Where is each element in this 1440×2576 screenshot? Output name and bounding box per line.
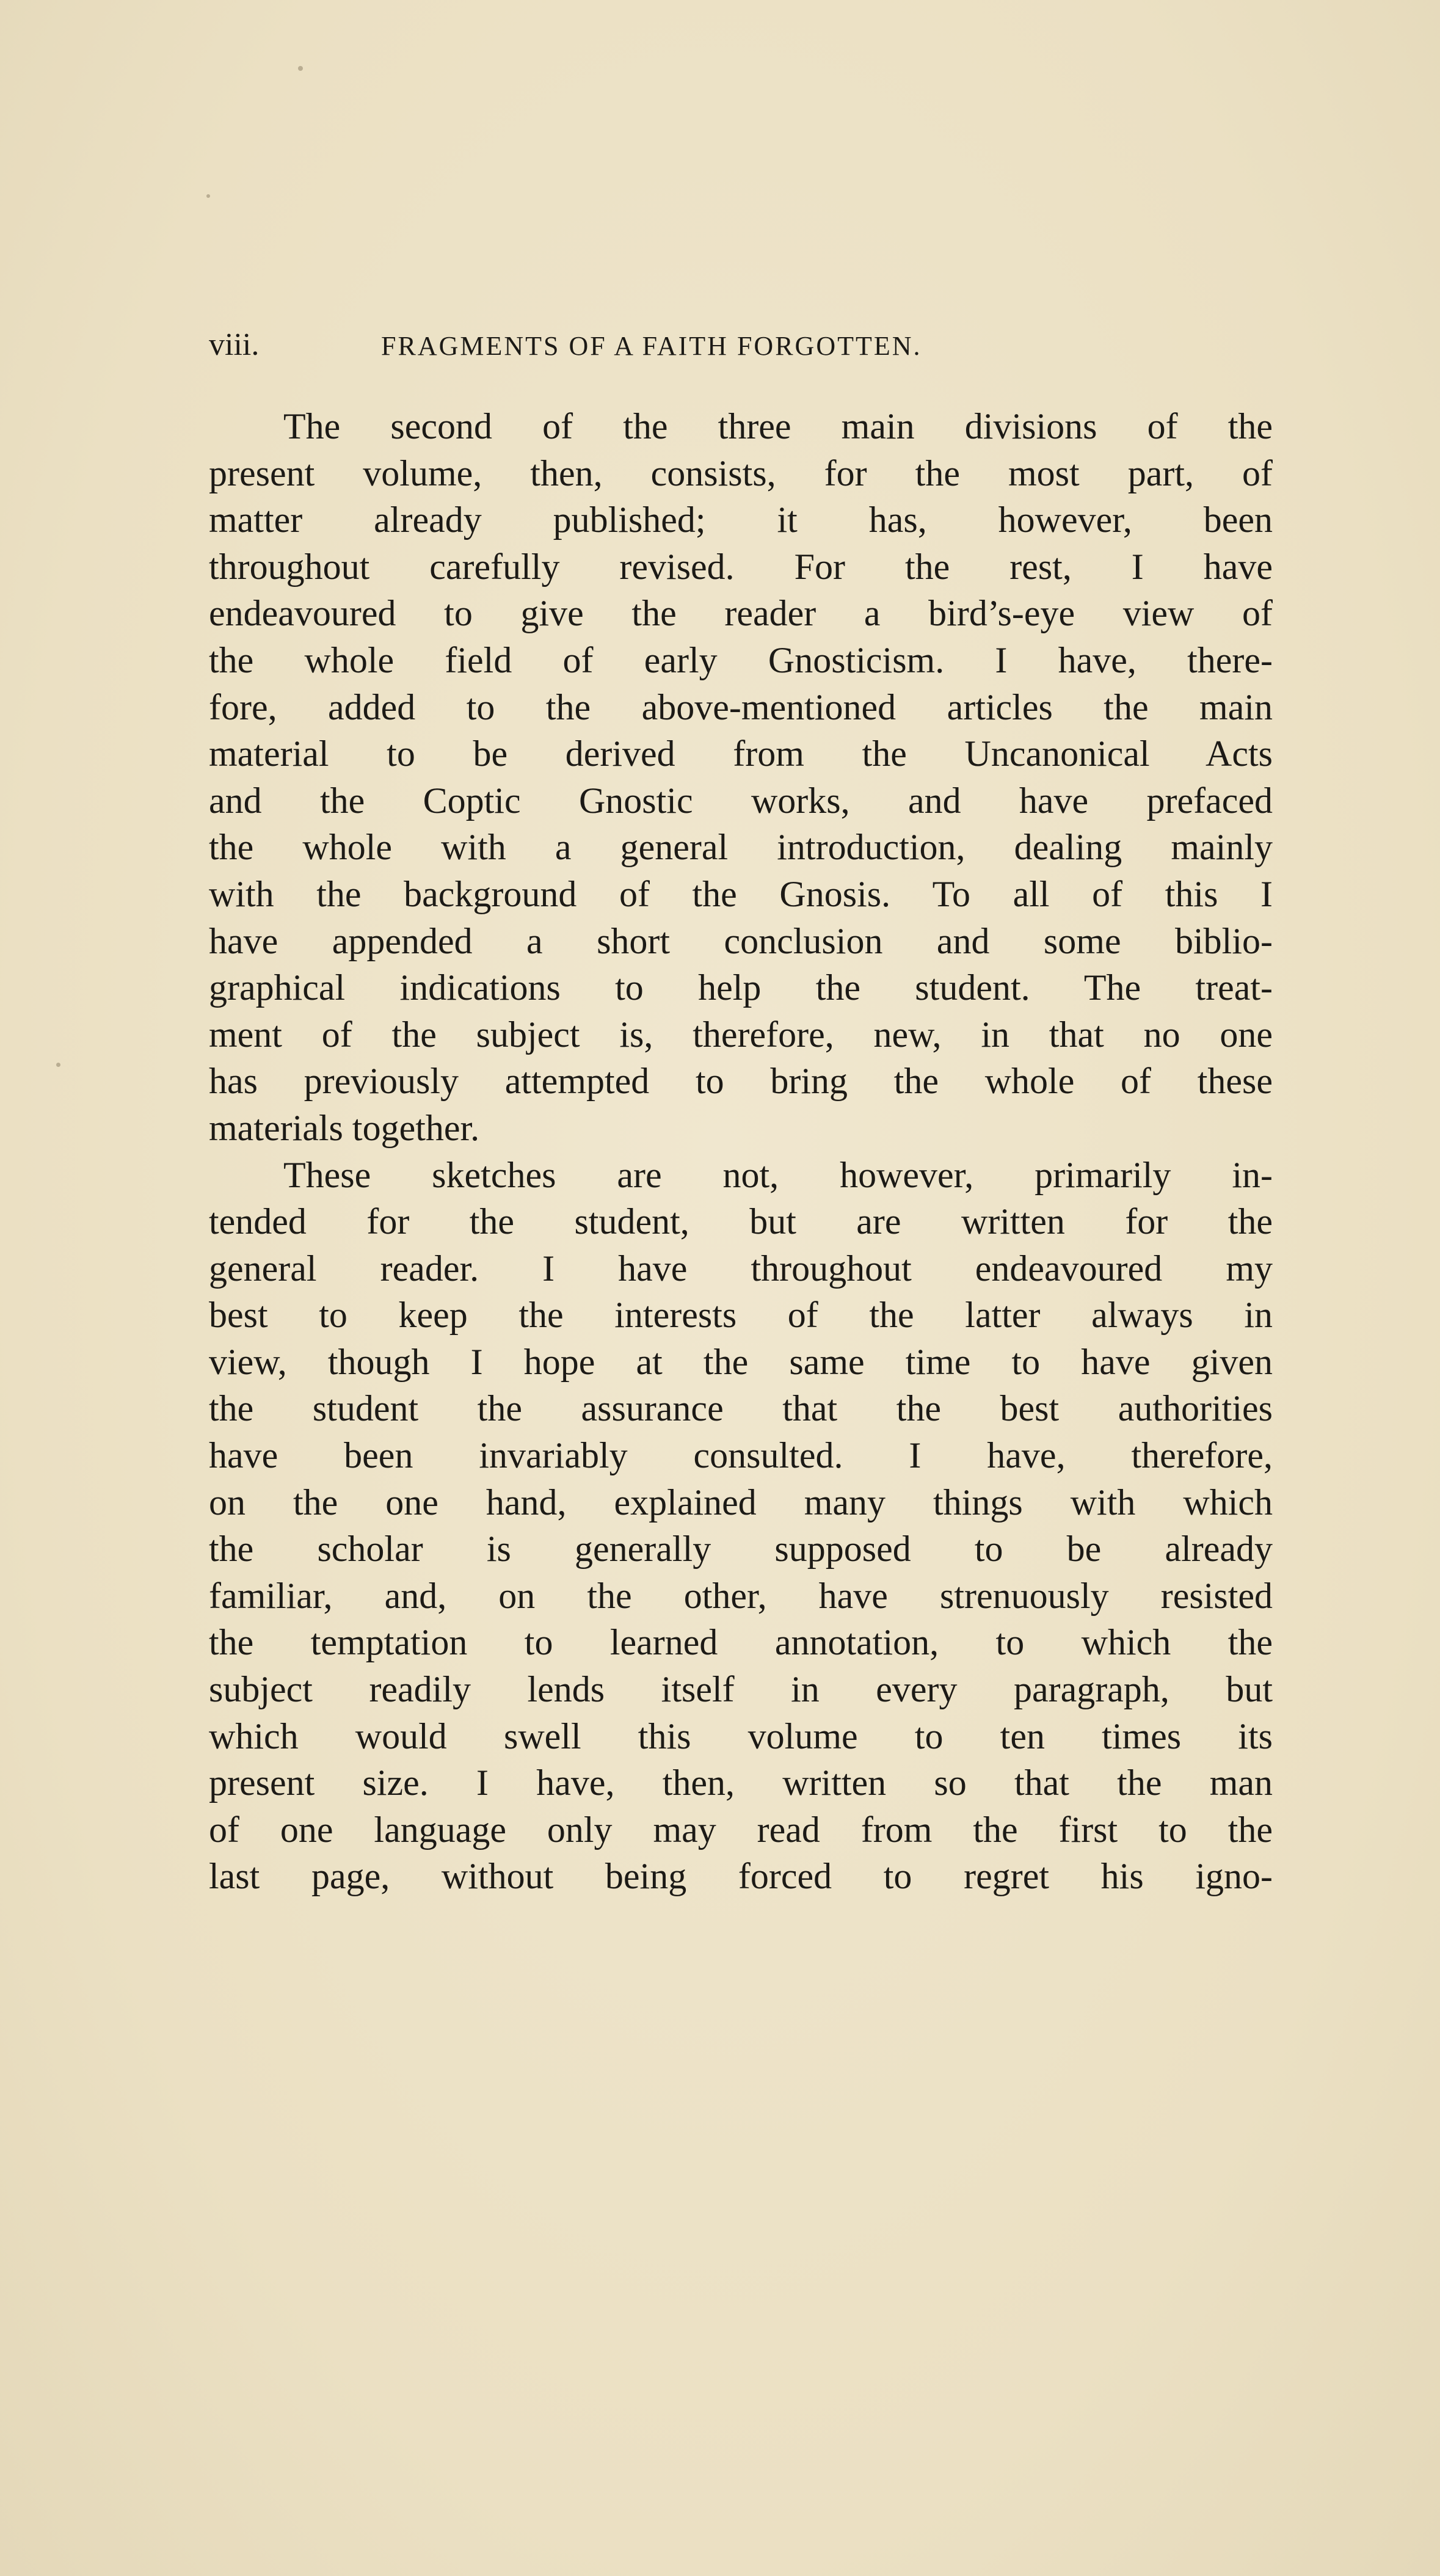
text-line: matter already published; it has, however, been: [209, 500, 1273, 540]
text-line: last page, without being forced to regret his igno-: [209, 1856, 1273, 1897]
text-line: on the one hand, explained many things with which: [209, 1482, 1273, 1523]
text-line: with the background of the Gnosis. To all of this I: [209, 873, 1273, 914]
text-line: subject readily lends itself in every paragraph, but: [209, 1669, 1273, 1710]
text-line: These sketches are not, however, primarily in-: [283, 1154, 1273, 1195]
running-title: FRAGMENTS OF A FAITH FORGOTTEN.: [381, 331, 922, 361]
text-line: throughout carefully revised. For the rest, I have: [209, 546, 1273, 587]
paper-speck: [298, 66, 303, 71]
text-line: has previously attempted to bring the whole of these: [209, 1061, 1273, 1102]
body-text: [209, 403, 1273, 1900]
text-line: view, though I hope at the same time to have given: [209, 1341, 1273, 1382]
text-line: have appended a short conclusion and some biblio-: [209, 920, 1273, 961]
text-line: present size. I have, then, written so that the man: [209, 1763, 1273, 1803]
paper-speck: [206, 194, 210, 198]
text-line: of one language only may read from the first to the: [209, 1809, 1273, 1850]
text-line: the temptation to learned annotation, to which the: [209, 1622, 1273, 1663]
text-line: the scholar is generally supposed to be already: [209, 1529, 1273, 1570]
text-line: the whole field of early Gnosticism. I have, there-: [209, 639, 1273, 680]
text-line: The second of the three main divisions of the: [283, 406, 1273, 446]
text-line: familiar, and, on the other, have strenuously resisted: [209, 1575, 1273, 1616]
text-line: the whole with a general introduction, dealing mainly: [209, 827, 1273, 868]
text-line: general reader. I have throughout endeavoured my: [209, 1248, 1273, 1289]
text-line: the student the assurance that the best authorities: [209, 1388, 1273, 1429]
text-line: have been invariably consulted. I have, therefore,: [209, 1435, 1273, 1476]
text-line: best to keep the interests of the latter always in: [209, 1295, 1273, 1336]
text-line: materials together.: [209, 1107, 480, 1148]
text-line: ment of the subject is, therefore, new, in that no one: [209, 1014, 1273, 1055]
text-line: endeavoured to give the reader a bird’s-eye view of: [209, 593, 1273, 634]
text-line: tended for the student, but are written for the: [209, 1201, 1273, 1242]
text-line: and the Coptic Gnostic works, and have prefaced: [209, 780, 1273, 821]
paragraph: [209, 403, 1273, 1152]
page-header: [209, 327, 1284, 369]
text-line: fore, added to the above-mentioned articles the main: [209, 686, 1273, 727]
text-line: graphical indications to help the student. The treat-: [209, 967, 1273, 1008]
paper-speck: [56, 1063, 60, 1067]
text-line: which would swell this volume to ten times its: [209, 1716, 1273, 1756]
text-line: material to be derived from the Uncanonical Acts: [209, 733, 1273, 774]
text-line: present volume, then, consists, for the most part, of: [209, 453, 1273, 493]
page-number: viii.: [209, 327, 260, 362]
paragraph: [209, 1152, 1273, 1901]
